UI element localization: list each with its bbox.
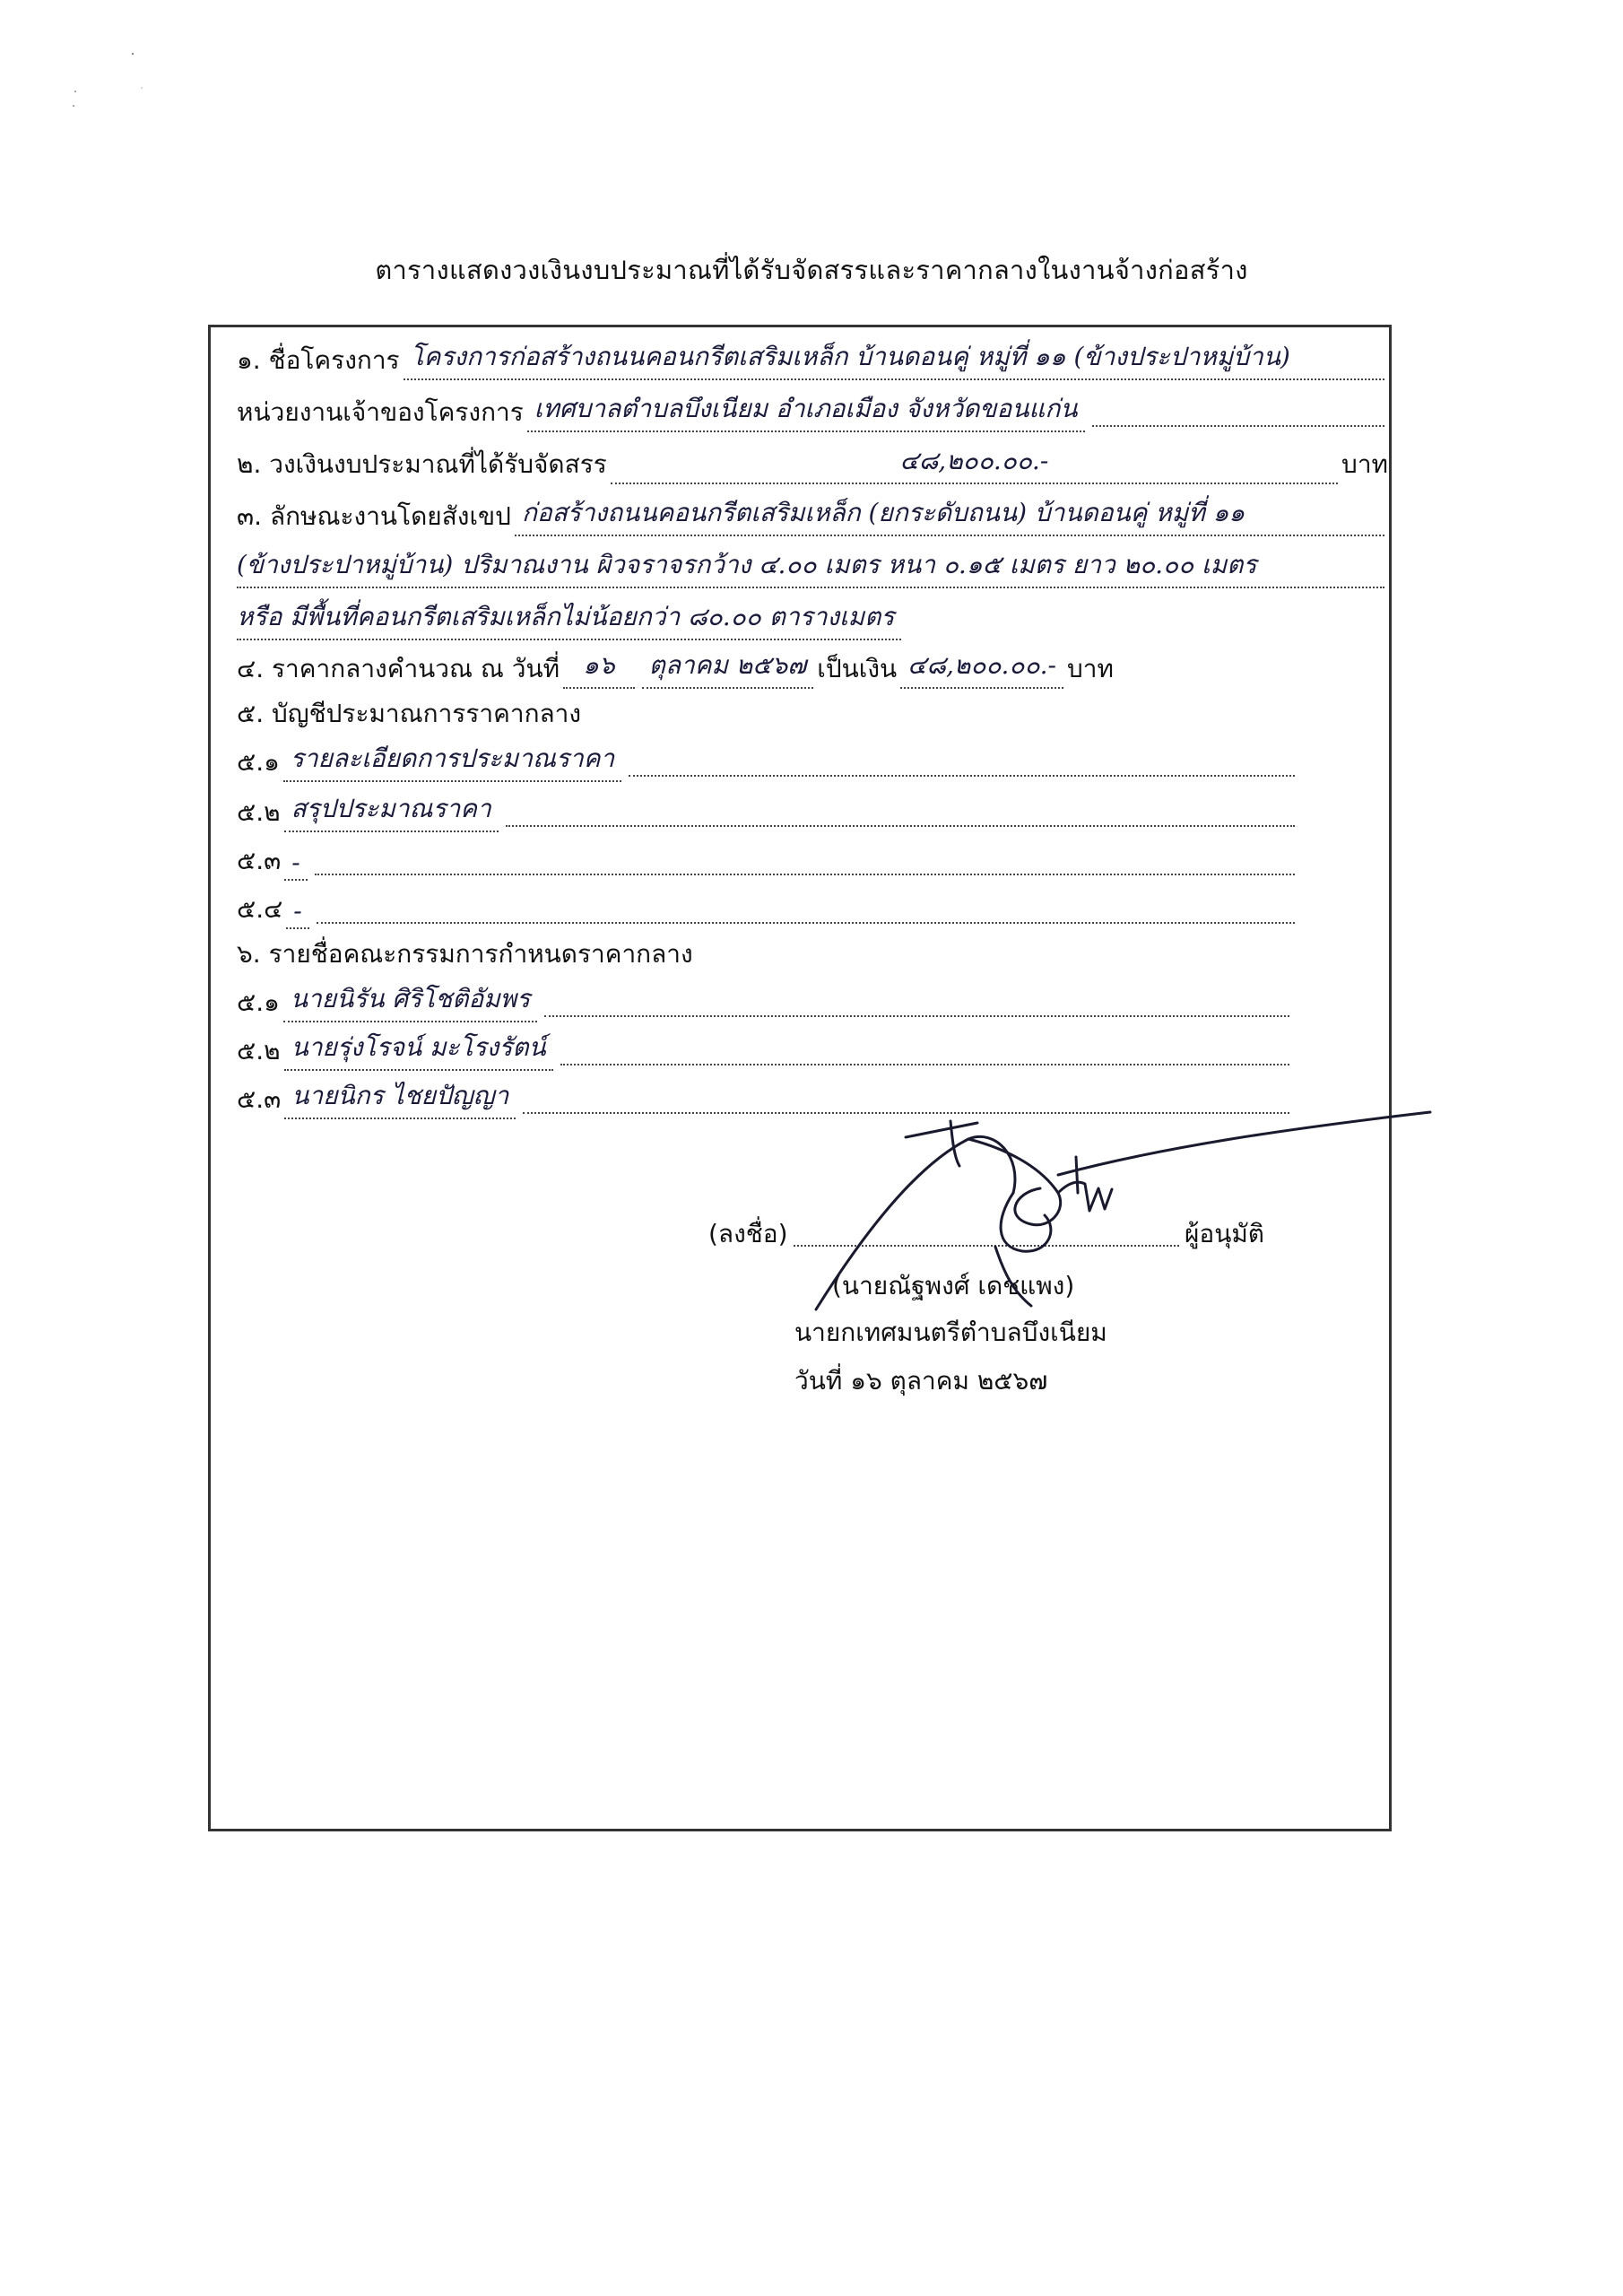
median-price-amount-label: เป็นเงิน [817,654,898,683]
budget-label: ๒. วงเงินงบประมาณที่ได้รับจัดสรร [237,449,607,479]
dotted-fill [315,873,1295,875]
committee-row-number: ๕.๑ [237,987,280,1017]
project-owner-value: เทศบาลตำบลบึงเนียม อำเภอเมือง จังหวัดขอนแก่น [527,389,1085,432]
work-description-line-3: หรือ มีพื้นที่คอนกรีตเสริมเหล็กไม่น้อยกว่า ๘๐.๐๐ ตารางเมตร [237,597,901,640]
estimate-row [237,888,1298,929]
price-estimate-heading: ๕. บัญชีประมาณการราคากลาง [237,699,582,728]
median-price-amount: ๔๘,๒๐๐.๐๐.- [900,646,1063,689]
committee-row [237,1030,1293,1071]
scan-specks [63,45,170,144]
estimate-row [237,741,1298,782]
work-description-row-3 [237,599,1388,640]
estimate-row-number: ๕.๔ [237,894,283,924]
estimate-row-value: รายละเอียดการประมาณราคา [283,739,621,782]
median-price-row [237,648,1273,689]
budget-row [237,443,1388,484]
committee-row [237,981,1293,1022]
budget-unit: บาท [1341,449,1388,479]
handwritten-signature [789,1103,1435,1318]
work-description-line-1: ก่อสร้างถนนคอนกรีตเสริมเหล็ก (ยกระดับถนน) บ้านดอนคู่ หมู่ที่ ๑๑ [515,493,1384,536]
project-owner-row [237,391,1388,432]
project-owner-label: หน่วยงานเจ้าของโครงการ [237,397,524,427]
committee-member-name: นายนิกร ไชยปัญญา [284,1076,516,1119]
estimate-row-value: สรุปประมาณราคา [284,789,499,832]
committee-member-name: นายนิรัน ศิริโชติอัมพร [283,979,537,1022]
committee-member-name: นายรุ่งโรจน์ มะโรงรัตน์ [284,1028,553,1071]
dotted-fill [317,921,1295,924]
price-estimate-heading-row [237,692,1388,734]
median-price-month-year: ตุลาคม ๒๕๖๗ [642,646,814,689]
median-price-unit: บาท [1066,654,1114,683]
project-name-value: โครงการก่อสร้างถนนคอนกรีตเสริมเหล็ก บ้านดอนคู่ หมู่ที่ ๑๑ (ข้างประปาหมู่บ้าน) [404,337,1384,380]
work-description-label: ๓. ลักษณะงานโดยสังเขป [237,501,511,531]
committee-heading: ๖. รายชื่อคณะกรรมการกำหนดราคากลาง [237,939,693,969]
committee-heading-row [237,933,1388,974]
estimate-row-number: ๕.๑ [237,747,280,777]
committee-row-number: ๕.๒ [237,1036,281,1065]
signature-prefix: (ลงชื่อ) [708,1219,788,1248]
work-description-line-2: (ข้างประปาหมู่บ้าน) ปริมาณงาน ผิวจราจรกว้าง ๔.๐๐ เมตร หนา ๐.๑๕ เมตร ยาว ๒๐.๐๐ เมตร [237,545,1384,588]
work-description-row-2 [237,547,1388,588]
estimate-row [237,839,1298,881]
estimate-row-number: ๕.๓ [237,846,282,875]
dotted-fill [560,1063,1289,1065]
budget-value: ๔๘,๒๐๐.๐๐.- [611,441,1338,484]
committee-row-number: ๕.๓ [237,1084,282,1114]
dotted-fill [506,824,1295,827]
estimate-row [237,791,1298,832]
median-price-day: ๑๖ [563,646,635,689]
project-name-row [237,339,1388,380]
signer-name: (นายณัฐพงศ์ เดชแพง) [832,1271,1075,1300]
page-title: ตารางแสดงวงเงินงบประมาณที่ได้รับจัดสรรและราคากลางในงานจ้างก่อสร้าง [375,255,1248,285]
signer-position: นายกเทศมนตรีตำบลบึงเนียม [794,1318,1107,1347]
dotted-fill [629,774,1295,777]
dotted-fill [544,1014,1289,1017]
estimate-row-value: - [284,848,307,881]
median-price-label: ๔. ราคากลางคำนวณ ณ วันที่ [237,654,560,683]
estimate-row-value: - [286,896,308,929]
signature-date: วันที่ ๑๖ ตุลาคม ๒๕๖๗ [794,1366,1048,1396]
estimate-row-number: ๕.๒ [237,797,281,827]
work-description-row [237,495,1388,536]
dotted-fill [1092,424,1385,427]
project-name-label: ๑. ชื่อโครงการ [237,345,400,375]
signature-suffix: ผู้อนุมัติ [1184,1219,1264,1248]
